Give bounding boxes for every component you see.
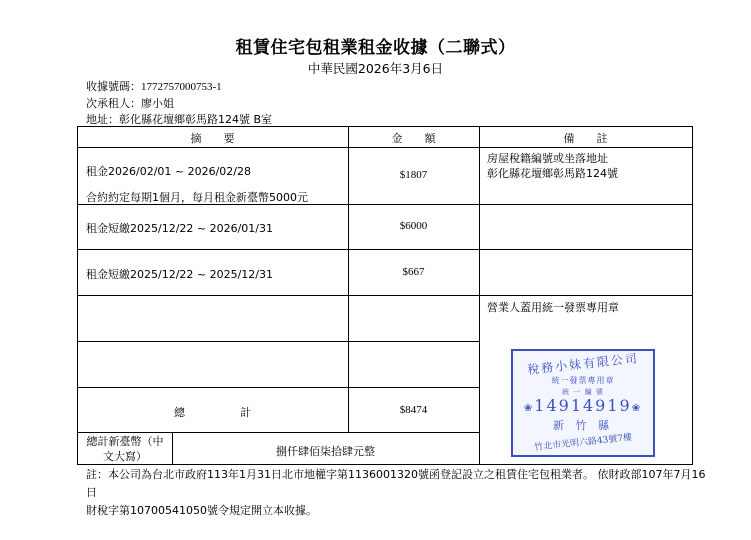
stamp-note: 營業人蓋用統一發票專用章	[487, 301, 619, 314]
stamp-line2: 統 一 編 號	[562, 388, 604, 396]
tenant-value: 廖小姐	[141, 97, 174, 110]
table-border-right	[692, 126, 693, 465]
header-remarks: 備 註	[563, 132, 608, 145]
total-amount: $8474	[399, 404, 428, 416]
stamp-company-name: 稅務小妹有限公司	[526, 351, 640, 377]
row-summary-note: 合約約定每期1個月，每月租金新臺幣5000元	[86, 191, 308, 204]
table-border-bottom	[77, 464, 693, 465]
row-amount: $6000	[399, 220, 428, 232]
table-line	[77, 387, 480, 388]
row-summary: 租金短繳2025/12/22 ~ 2025/12/31	[86, 268, 274, 281]
table-column-line	[479, 126, 480, 465]
document-date: 中華民國2026年3月6日	[307, 61, 444, 76]
header-summary: 摘 要	[190, 132, 235, 145]
row-remarks-line2: 彰化縣花壇鄉彰馬路124號	[487, 167, 618, 180]
footer-note-line1: 註：本公司為台北市政府113年1月31日北市地權字第1136001320號函登記設立之租賃住宅包租業者。 依財政部107年7月16日	[86, 468, 706, 499]
stamp-tax-id-value: 14914919	[534, 396, 632, 415]
table-line	[77, 295, 693, 296]
receipt-number-label: 收據號碼：	[86, 80, 141, 93]
stamp-line1: 統一發票專用章	[551, 376, 615, 385]
document-title: 租賃住宅包租業租金收據（二聯式）	[235, 38, 516, 58]
address-label: 地址：	[86, 113, 119, 126]
table-line	[77, 249, 693, 250]
row-summary: 租金2026/02/01 ~ 2026/02/28	[86, 165, 252, 178]
total-chinese-label-line2: 文大寫）	[103, 450, 147, 463]
row-amount: $1807	[399, 169, 428, 181]
address-value: 彰化縣花壇鄉彰馬路124號 B室	[119, 113, 273, 126]
row-remarks-line1: 房屋稅籍編號或坐落地址	[487, 152, 608, 165]
table-border-top	[77, 126, 693, 127]
table-line	[77, 432, 480, 433]
company-stamp	[511, 349, 655, 457]
receipt-number	[86, 78, 222, 94]
header-amount: 金 額	[391, 132, 436, 145]
tenant	[86, 95, 174, 111]
table-line	[77, 341, 480, 342]
total-label: 總 計	[174, 406, 251, 419]
receipt-number-value: 1772757000753-1	[141, 81, 222, 93]
footer-note	[86, 466, 706, 520]
total-chinese-label-line1: 總計新臺幣（中	[86, 435, 164, 448]
stamp-address: 竹北市光明六路43號7樓	[533, 432, 633, 454]
stamp-city: 新 竹 縣	[553, 419, 613, 432]
stamp-tax-id	[513, 396, 653, 415]
total-chinese-value: 捌仟肆佰柒拾肆元整	[276, 445, 375, 458]
table-line	[77, 147, 693, 148]
total-chinese-label	[78, 434, 172, 464]
row-amount: $667	[402, 266, 425, 278]
flower-icon: ❀	[523, 403, 535, 414]
row-summary: 租金短繳2025/12/22 ~ 2026/01/31	[86, 222, 274, 235]
flower-icon: ❀	[631, 403, 643, 414]
tenant-label: 次承租人：	[86, 97, 141, 110]
address	[86, 111, 272, 127]
footer-note-line2: 財稅字第10700541050號令規定開立本收據。	[86, 504, 317, 517]
